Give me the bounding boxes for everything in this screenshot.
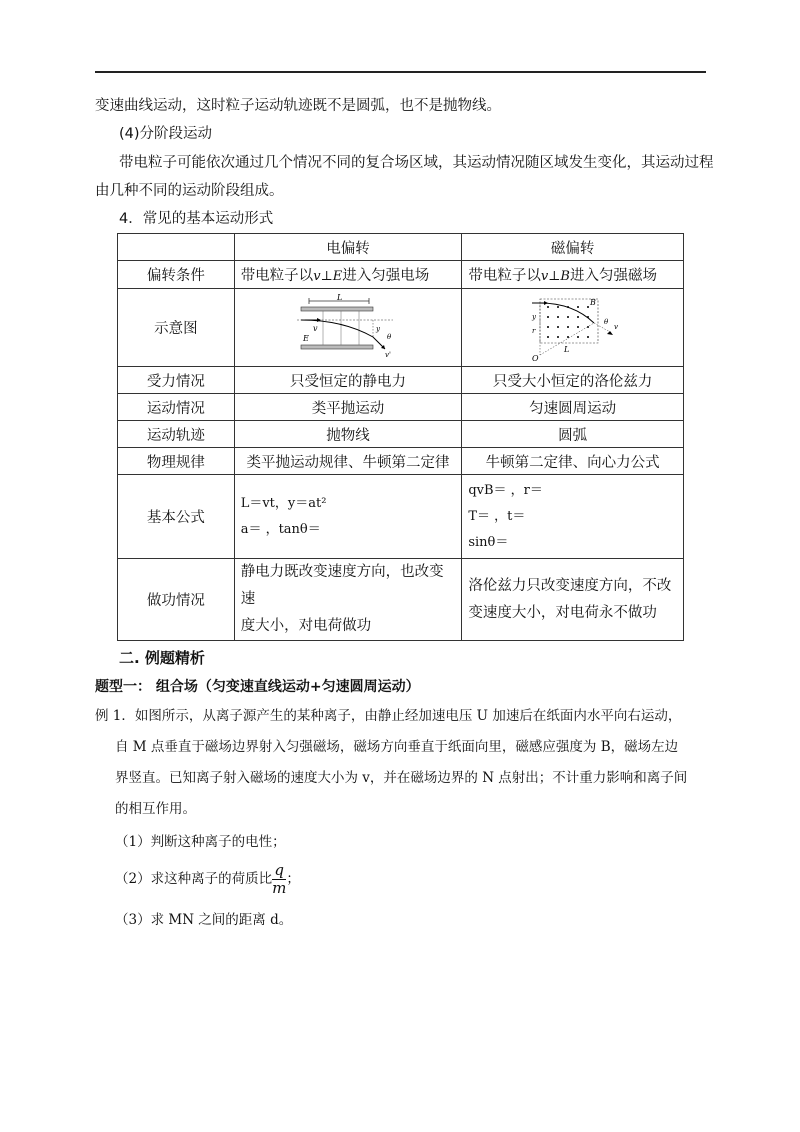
elec-condition-pre: 带电粒子以 [240, 268, 314, 284]
elec-y-label: y [376, 324, 380, 333]
question-2-end: ； [286, 871, 300, 887]
item4-text-line2: 由几种不同的运动阶段组成。 [95, 183, 284, 199]
header-magnetic-deflection: 磁偏转 [462, 234, 684, 261]
question-2-text: （2）求这种离子的荷质比 [115, 871, 273, 887]
mag-cell: 牛顿第二定律、向心力公式 [462, 448, 684, 475]
mag-work-cell [462, 559, 684, 641]
elec-work-cell [234, 559, 462, 641]
elec-condition-math: v⊥E [313, 269, 343, 284]
example-line4: 的相互作用。 [115, 801, 196, 817]
elec-work-line2: 度大小，对电荷做功 [240, 618, 372, 634]
mag-formula-line1: qvB＝ ，r＝ [468, 482, 543, 498]
magnetic-deflection-diagram [518, 293, 628, 363]
elec-cell: 只受恒定的静电力 [234, 367, 462, 394]
example-line2: 自 M 点垂直于磁场边界射入匀强磁场，磁场方向垂直于纸面向里，磁感应强度为 B，磁场左边 [115, 739, 679, 755]
section4-title: 4．常见的基本运动形式 [119, 211, 274, 227]
elec-formula-line2: a＝ ，tanθ＝ [240, 521, 321, 537]
question-1: （1）判断这种离子的电性； [115, 834, 286, 850]
table-row [118, 559, 684, 641]
question-type-heading: 题型一： 组合场（匀变速直线运动+匀速圆周运动） [95, 679, 420, 695]
mag-O-label: O [531, 353, 539, 363]
elec-theta-label: θ [387, 332, 392, 341]
row-label: 偏转条件 [118, 261, 235, 289]
elec-condition-cell [234, 261, 462, 289]
question-3: （3）求 MN 之间的距离 d。 [115, 912, 293, 928]
mag-condition-math: v⊥B [540, 269, 570, 284]
mag-L-label: L [563, 344, 569, 354]
row-label: 示意图 [118, 289, 235, 367]
elec-v-label: v [313, 323, 318, 333]
charge-mass-ratio-fraction [272, 862, 286, 897]
elec-E-label: E [303, 333, 309, 343]
table-row [118, 475, 684, 559]
table-row [118, 261, 684, 289]
mag-theta-label: θ [603, 317, 608, 326]
elec-condition-post: 进入匀强电场 [342, 268, 430, 284]
row-label: 运动轨迹 [118, 421, 235, 448]
motion-forms-table [117, 233, 684, 641]
mag-formula-line3: sinθ＝ [468, 534, 509, 550]
example-line1: 例 1．如图所示，从离子源产生的某种离子，由静止经加速电压 U 加速后在纸面内水平向右运动， [95, 708, 682, 724]
mag-y-label: y [531, 312, 536, 321]
elec-cell: 类平抛运动规律、牛顿第二定律 [234, 448, 462, 475]
mag-condition-post: 进入匀强磁场 [569, 268, 657, 284]
elec-diagram-cell [234, 289, 462, 367]
mag-condition-pre: 带电粒子以 [468, 268, 541, 284]
electric-deflection-diagram [293, 293, 403, 363]
elec-work-line1: 静电力既改变速度方向，也改变速 [240, 564, 444, 607]
mag-cell: 匀速圆周运动 [462, 394, 684, 421]
mag-cell: 圆弧 [462, 421, 684, 448]
mag-B-label: B [589, 297, 596, 307]
mag-work-line2: 变速度大小，对电荷永不做功 [468, 604, 657, 621]
example-line3: 界竖直。已知离子射入磁场的速度大小为 v，并在磁场边界的 N 点射出；不计重力影响和离子间 [115, 770, 688, 786]
mag-diagram-cell [462, 289, 684, 367]
table-row [118, 367, 684, 394]
elec-vprime-label: v' [385, 350, 391, 359]
mag-cell: 只受大小恒定的洛伦兹力 [462, 367, 684, 394]
item4-text-line1: 带电粒子可能依次通过几个情况不同的复合场区域，其运动情况随区域发生变化，其运动过程 [119, 155, 714, 171]
mag-work-line1: 洛伦兹力只改变速度方向，不改 [468, 577, 672, 594]
table-header-row [118, 234, 684, 261]
row-label: 物理规律 [118, 448, 235, 475]
elec-cell: 抛物线 [234, 421, 462, 448]
mag-v-label: v [613, 322, 618, 331]
elec-L-label: L [337, 292, 343, 302]
row-label: 做功情况 [118, 559, 235, 641]
intro-line: 变速曲线运动，这时粒子运动轨迹既不是圆弧，也不是抛物线。 [95, 98, 501, 114]
row-label: 运动情况 [118, 394, 235, 421]
row-label: 基本公式 [118, 475, 235, 559]
mag-formula-cell [462, 475, 684, 559]
item4-heading: (4)分阶段运动 [119, 126, 213, 142]
fraction-numerator: q [272, 862, 286, 880]
elec-formula-cell [234, 475, 462, 559]
header-electric-deflection: 电偏转 [234, 234, 462, 261]
table-header-empty [118, 234, 235, 261]
table-row [118, 448, 684, 475]
mag-condition-cell [462, 261, 684, 289]
row-label: 受力情况 [118, 367, 235, 394]
header-rule [95, 71, 706, 73]
question-2 [115, 860, 300, 898]
mag-formula-line2: T＝ ，t＝ [468, 508, 526, 524]
fraction-denominator: m [272, 879, 287, 897]
elec-cell: 类平抛运动 [234, 394, 462, 421]
table-row [118, 421, 684, 448]
table-row [118, 394, 684, 421]
mag-r-label: r [531, 326, 536, 335]
section2-title: 二. 例题精析 [119, 649, 205, 667]
table-row [118, 289, 684, 367]
elec-formula-line1: L＝vt，y＝at² [240, 495, 327, 511]
